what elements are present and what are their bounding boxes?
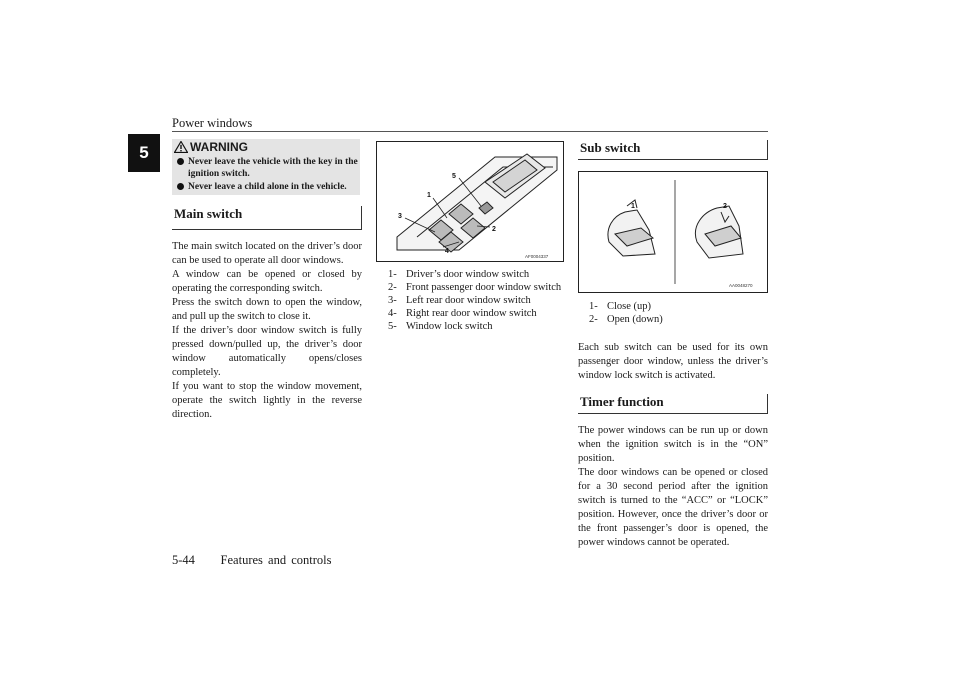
paragraph: Each sub switch can be used for its own passenger door window, unless the driver’s window lock switch is activated. [578, 342, 768, 381]
warning-label [174, 140, 248, 154]
switch-panel-illustration [377, 142, 563, 261]
caption-row [388, 281, 561, 294]
warning-item-text: Never leave a child alone in the vehicle. [188, 182, 347, 192]
warning-label-text: WARNING [190, 140, 248, 154]
header-rule [172, 131, 768, 132]
figure-code: AF0004337 [525, 254, 549, 259]
bullet-icon [177, 183, 184, 190]
caption-number: 1- [388, 269, 397, 280]
paragraph: The door windows can be opened or closed for a 30 second period after the ignition switch is turned to the “ACC” or “LOCK” position. However, once the driver’s door or the front passenger’s door is opened, the power windows cannot be operated. [578, 467, 768, 548]
page-header-title: Power windows [172, 116, 253, 130]
caption-text: Open (down) [607, 314, 663, 325]
paragraph: The main switch located on the driver’s door can be used to operate all door windows. [172, 241, 362, 266]
caption-number: 3- [388, 295, 397, 306]
callout-label: 4 [445, 248, 449, 255]
caption-row [589, 300, 663, 313]
paragraph: If the driver’s door window switch is fully pressed down/pulled up, the driver’s door window automatically opens/closes completely. [172, 325, 362, 378]
warning-item [175, 181, 359, 193]
caption-number: 5- [388, 321, 397, 332]
callout-label: 2 [492, 226, 496, 233]
door-switch-panel-figure [376, 141, 564, 262]
footer-section: Features and controls [220, 553, 332, 567]
sub-switch-heading: Sub switch [578, 140, 768, 160]
caption-row [388, 320, 561, 333]
callout-label: 2 [723, 203, 727, 210]
sub-switch-body [578, 341, 768, 383]
warning-triangle-icon [174, 141, 188, 153]
figure1-captions [388, 268, 561, 333]
caption-text: Driver’s door window switch [406, 269, 530, 280]
caption-text: Window lock switch [406, 321, 493, 332]
caption-number: 4- [388, 308, 397, 319]
sub-switch-illustration [579, 172, 767, 292]
callout-label: 1 [631, 203, 635, 210]
bullet-icon [177, 158, 184, 165]
callout-label: 5 [452, 173, 456, 180]
page-number: 5-44 [172, 553, 195, 567]
caption-text: Close (up) [607, 301, 652, 312]
paragraph: Press the switch down to open the window, and pull up the switch to close it. [172, 297, 362, 322]
paragraph: If you want to stop the window movement, operate the switch lightly in the reverse direction. [172, 381, 362, 420]
paragraph: The power windows can be run up or down when the ignition switch is in the “ON” position. [578, 425, 768, 464]
warning-item-text: Never leave the vehicle with the key in the ignition switch. [188, 157, 358, 179]
caption-text: Right rear door window switch [406, 308, 537, 319]
callout-label: 1 [427, 192, 431, 199]
caption-number: 1- [589, 301, 598, 312]
callout-label: 3 [398, 213, 402, 220]
sub-switch-captions [589, 300, 663, 326]
chapter-tab: 5 [128, 134, 160, 172]
caption-row [589, 313, 663, 326]
sub-switch-figure [578, 171, 768, 293]
caption-number: 2- [388, 282, 397, 293]
main-switch-body [172, 240, 362, 422]
caption-row [388, 268, 561, 281]
paragraph: A window can be opened or closed by operating the corresponding switch. [172, 269, 362, 294]
warning-item [175, 156, 359, 180]
main-switch-heading: Main switch [172, 206, 362, 230]
warning-list [175, 156, 359, 194]
figure-code: AA0048270 [729, 283, 753, 288]
caption-text: Front passenger door window switch [406, 282, 562, 293]
caption-number: 2- [589, 314, 598, 325]
page-footer [172, 553, 331, 568]
caption-row [388, 294, 561, 307]
timer-function-body [578, 424, 768, 550]
caption-row [388, 307, 561, 320]
timer-function-heading: Timer function [578, 394, 768, 414]
caption-text: Left rear door window switch [406, 295, 531, 306]
